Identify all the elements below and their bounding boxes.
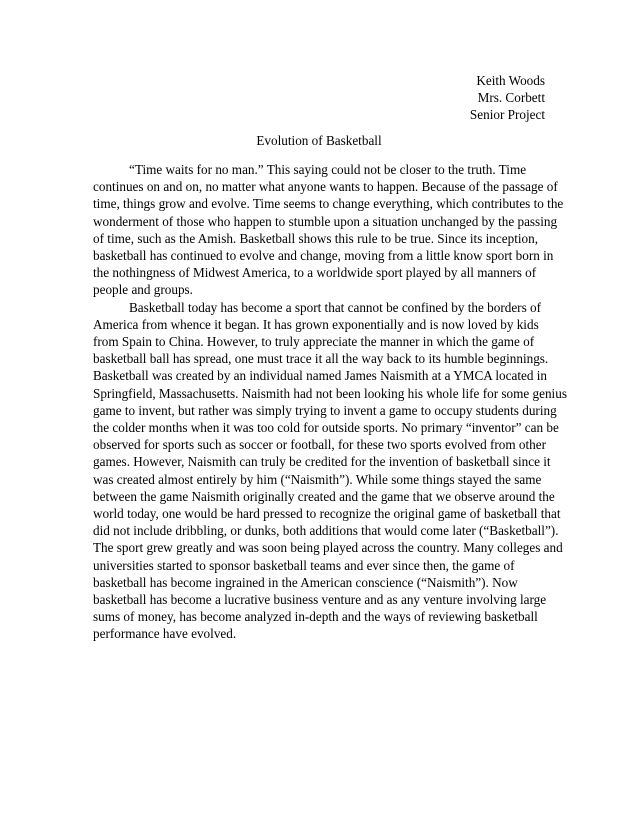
- text-line: of time, such as the Amish. Basketball shows this rule to be true. Since its inception,: [93, 230, 539, 246]
- text-line: performance have evolved.: [93, 626, 237, 642]
- text-line: from Spain to China. However, to truly appreciate the manner in which the game of: [93, 334, 535, 350]
- text-line: wonderment of those who happen to stumble upon a situation unchanged by the passing: [93, 213, 558, 229]
- text-line: The sport grew greatly and was soon being played across the country. Many colleges and: [93, 540, 563, 556]
- document-header: [470, 72, 545, 124]
- text-line: basketball has become a lucrative business venture and as any venture involving large: [93, 592, 547, 608]
- author-name: Keith Woods: [476, 73, 545, 88]
- text-line: basketball has become ingrained in the American conscience (“Naismith”). Now: [93, 574, 518, 590]
- text-line: basketball ball has spread, one must trace it all the way back to its humble beginnings.: [93, 351, 549, 367]
- text-line: universities started to sponsor basketball teams and ever since then, the game of: [93, 557, 515, 573]
- text-line: basketball has continued to evolve and change, moving from a little know sport born in: [93, 248, 554, 264]
- text-line: time, things grow and evolve. Time seems to change everything, which contributes to the: [93, 196, 564, 212]
- text-line: the colder months when it was too cold for outside sports. No primary “inventor” can be: [93, 420, 559, 436]
- teacher-name: Mrs. Corbett: [477, 90, 545, 106]
- text-line: America from whence it began. It has grown exponentially and is now loved by kids: [93, 316, 539, 332]
- text-line: people and groups.: [93, 282, 193, 298]
- text-line: did not include dribbling, or dunks, both additions that would come later (“Basketball”).: [93, 523, 559, 539]
- text-line: the nothingness of Midwest America, to a worldwide sport played by all manners of: [93, 265, 537, 281]
- text-line: observed for sports such as soccer or football, for these two sports evolved from other: [93, 437, 547, 453]
- text-line: Basketball today has become a sport that cannot be confined by the borders of: [129, 299, 541, 315]
- text-line: sums of money, has become analyzed in-depth and the ways of reviewing basketball: [93, 609, 538, 625]
- text-line: Basketball was created by an individual named James Naismith at a YMCA located in: [93, 368, 547, 384]
- course-name: Senior Project: [469, 107, 545, 123]
- paragraph: [93, 161, 564, 299]
- text-line: between the game Naismith originally created and the game that we observe around the: [93, 488, 555, 504]
- text-line: world today, one would be hard pressed to recognize the original game of basketball that: [93, 506, 561, 522]
- text-line: continues on and on, no matter what anyone wants to happen. Because of the passage of: [93, 179, 558, 195]
- paragraph: [93, 299, 567, 643]
- document-title: Evolution of Basketball: [256, 133, 382, 148]
- document-body: [93, 161, 567, 643]
- text-line: was created almost entirely by him (“Naismith”). While some things stayed the same: [93, 471, 542, 487]
- text-line: “Time waits for no man.” This saying could not be closer to the truth. Time: [129, 162, 527, 177]
- text-line: Springfield, Massachusetts. Naismith had not been looking his whole life for some genius: [93, 385, 567, 401]
- text-line: games. However, Naismith can truly be credited for the invention of basketball since it: [93, 454, 551, 470]
- text-line: game to invent, but rather was simply trying to invent a game to occupy students during: [93, 402, 557, 418]
